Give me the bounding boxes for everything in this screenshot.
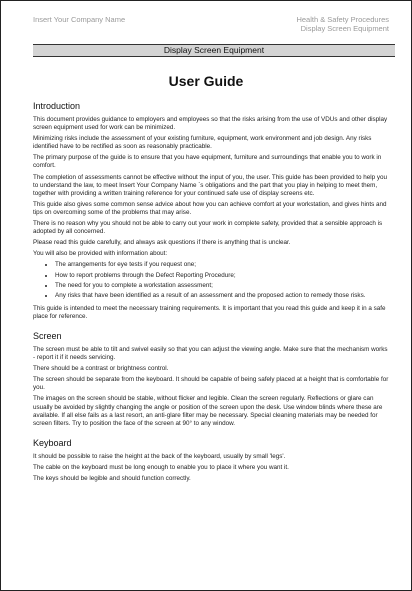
screen-paragraph: There should be a contrast or brightness control.	[33, 365, 169, 373]
intro-paragraph: The primary purpose of the guide is to ensure that you have equipment, furniture and surroundings that enable you to work in comfort.	[33, 154, 382, 170]
keyboard-paragraph: The cable on the keyboard must be long enough to enable you to place it where you want it.	[33, 463, 289, 471]
bullet-item: • How to report problems through the Defect Reporting Procedure;	[55, 272, 389, 280]
screen-heading: Screen	[33, 330, 62, 341]
section-banner: Display Screen Equipment	[33, 44, 395, 57]
screen-paragraph: The images on the screen should be stable, without flicker and legible. Clean the screen regularly. Reflections or glare can usually be avoided by slightly changing the angle or position of the screen upon the desk. Use window blinds where these are available. If all else fails as a last resort, an anti-glare filter may be necessary. Special cleaning materials may be needed for screen filters. Try to position the face of the screen at 90° to any window.	[33, 395, 383, 427]
header-category-block	[296, 15, 389, 33]
keyboard-paragraph: The keys should be legible and should function correctly.	[33, 475, 191, 482]
intro-paragraph: There is no reason why you should not be able to carry out your work in complete safety, provided that a sensible approach is adopted by all concerned.	[33, 220, 383, 236]
intro-closing-paragraph: This guide is intended to meet the necessary training requirements. It is important that you read this guide and keep it in a safe place for reference.	[33, 304, 386, 320]
header-company-name: Insert Your Company Name	[33, 15, 126, 24]
introduction-heading: Introduction	[33, 101, 81, 111]
header-subcategory: Display Screen Equipment	[300, 24, 389, 33]
info-bullet-list	[33, 261, 389, 299]
page-title: User Guide	[168, 73, 244, 89]
intro-paragraph: Minimizing risks include the assessment of your existing furniture, equipment, work environment and job design. Any risks identified have to be rectified as soon as reasonably practicable.	[33, 135, 372, 151]
keyboard-heading: Keyboard	[33, 437, 72, 448]
intro-paragraph: Please read this guide carefully, and always ask questions if there is anything that is unclear.	[33, 239, 291, 247]
intro-paragraph: This guide also gives some common sense advice about how you can achieve comfort at your workstation, and gives hints and tips on overcoming some of the problems that may arise.	[33, 200, 387, 216]
intro-paragraph: The completion of assessments cannot be effective without the input of you, the user. This guide has been provided to help you to understand the law, to meet Insert Your Company Name `s obligations and the part that you play in helping to meet them, together with providing a written training reference for your continued safe use of display screens etc.	[33, 173, 388, 197]
intro-paragraph: You will also be provided with information about:	[33, 250, 168, 258]
bullet-item: • Any risks that have been identified as a result of an assessment and the proposed action to remedy those risks.	[55, 292, 389, 300]
document-body	[33, 101, 389, 486]
header-category: Health & Safety Procedures	[296, 15, 389, 24]
bullet-item: • The arrangements for eye tests if you request one;	[55, 261, 389, 269]
screen-paragraph: The screen must be able to tilt and swivel easily so that you can adjust the viewing angle. Make sure that the mechanism works - report it if it needs servicing.	[33, 345, 388, 362]
intro-paragraph: This document provides guidance to employers and employees so that the risks arising from the use of VDUs and other display screen equipment used for work can be minimized.	[33, 116, 388, 132]
keyboard-paragraph: It should be possible to raise the height at the back of the keyboard, usually by small 'legs'.	[33, 452, 286, 460]
bullet-item: • The need for you to complete a workstation assessment;	[55, 282, 389, 290]
screen-paragraph: The screen should be separate from the keyboard. It should be capable of being safely placed at a height that is comfortable for you.	[33, 376, 389, 392]
